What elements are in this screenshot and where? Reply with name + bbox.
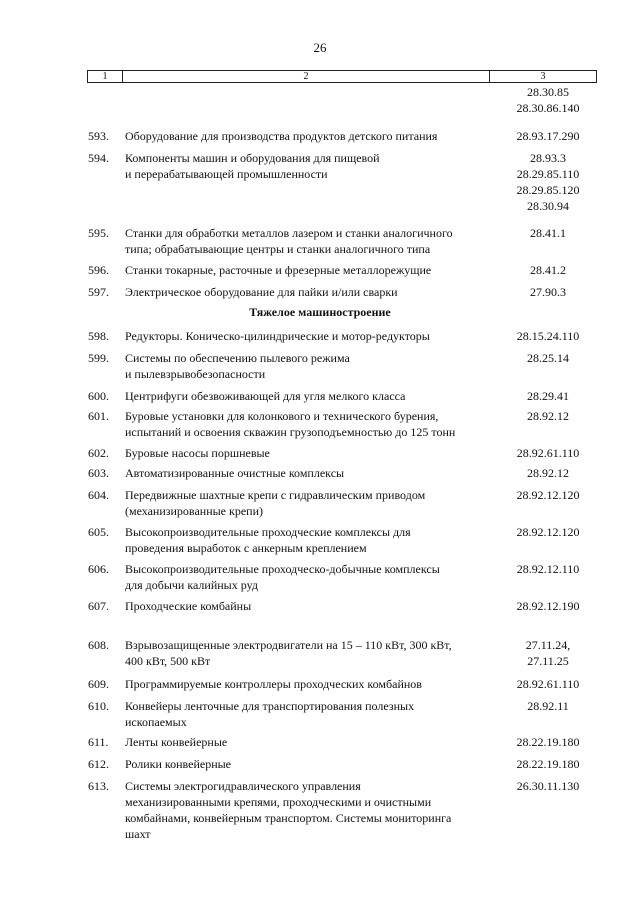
row-name-line: Центрифуги обезвоживающей для угля мелкого класса [125,389,406,403]
row-name-line: проведения выработок с анкерным креплением [125,541,367,555]
okpd-code: 28.25.14 [527,351,569,365]
row-number: 605. [88,525,109,539]
okpd-code: 28.92.12 [527,409,569,423]
header-col-3: 3 [490,71,597,83]
row-name [125,408,495,440]
row-name [125,734,495,750]
row-name [125,445,495,461]
row-name-line: Программируемые контроллеры проходческих комбайнов [125,677,422,691]
row-codes [498,465,598,481]
row-name-line: комбайнами, конвейерным транспортом. Системы мониторинга [125,811,452,825]
row-name-line: Автоматизированные очистные комплексы [125,466,345,480]
row-name [125,487,495,519]
row-number: 607. [88,599,109,613]
row-number: 604. [88,488,109,502]
row-name-line: Конвейеры ленточные для транспортирования полезных [125,699,415,713]
row-name-line: испытаний и освоения скважин грузоподъемностью до 125 тонн [125,425,456,439]
okpd-code: 28.29.85.120 [516,183,580,197]
okpd-code: 28.92.12 [527,466,569,480]
row-name [125,284,495,300]
okpd-code: 28.92.12.110 [516,562,580,576]
row-number: 601. [88,409,109,423]
row-name-line: Системы по обеспечению пылевого режима [125,351,350,365]
row-codes [498,388,598,404]
row-codes [498,262,598,278]
row-name-line: и перерабатывающей промышленности [125,167,328,181]
row-name [125,328,495,344]
row-number: 595. [88,226,109,240]
okpd-code: 28.93.3 [530,151,566,165]
okpd-code: 28.92.12.190 [516,599,580,613]
row-codes [498,408,598,424]
row-name-line: ископаемых [125,715,187,729]
row-name-line: Компоненты машин и оборудования для пищевой [125,151,380,165]
table-header [87,70,597,83]
row-name [125,778,495,842]
row-codes [498,128,598,144]
row-name-line: Высокопроизводительные проходческие комплексы для [125,525,411,539]
okpd-code: 28.15.24.110 [516,329,580,343]
row-name [125,524,495,556]
row-codes [498,524,598,540]
row-name [125,388,495,404]
row-name-line: шахт [125,827,151,841]
row-number: 597. [88,285,109,299]
row-codes [498,328,598,344]
row-codes [498,445,598,461]
row-name [125,350,495,382]
okpd-code: 28.92.61.110 [516,677,580,691]
row-name-line: для добычи калийных руд [125,578,258,592]
row-codes [498,598,598,614]
okpd-code: 28.30.94 [527,199,569,213]
row-number: 598. [88,329,109,343]
row-codes [498,225,598,241]
row-name-line: Взрывозащищенные электродвигатели на 15 – 110 кВт, 300 кВт, [125,638,452,652]
row-number: 593. [88,129,109,143]
header-col-2: 2 [123,71,490,83]
row-number: 600. [88,389,109,403]
row-name [125,150,495,182]
row-codes [498,561,598,577]
row-name [125,756,495,772]
row-number: 609. [88,677,109,691]
row-name [125,465,495,481]
row-codes [498,150,598,214]
row-number: 610. [88,699,109,713]
row-codes [498,350,598,366]
okpd-code: 28.22.19.180 [516,735,580,749]
row-name-line: Буровые насосы поршневые [125,446,270,460]
row-codes [498,756,598,772]
row-number: 596. [88,263,109,277]
row-name-line: Проходческие комбайны [125,599,252,613]
row-name-line: Передвижные шахтные крепи с гидравлическим приводом [125,488,426,502]
row-number: 603. [88,466,109,480]
row-name-line: Высокопроизводительные проходческо-добычные комплексы [125,562,440,576]
okpd-code: 28.22.19.180 [516,757,580,771]
okpd-code: 28.41.2 [530,263,566,277]
row-name-line: и пылевзрывобезопасности [125,367,266,381]
okpd-code: 28.92.11 [527,699,569,713]
row-name-line: Станки для обработки металлов лазером и станки аналогичного [125,226,453,240]
okpd-code: 28.92.12.120 [516,525,580,539]
row-name-line: Оборудование для производства продуктов детского питания [125,129,438,143]
header-col-1: 1 [88,71,123,83]
row-name [125,262,495,278]
row-name-line: механизированными крепями, проходческими и очистными [125,795,432,809]
row-number: 613. [88,779,109,793]
okpd-code: 28.30.85 [527,85,569,99]
okpd-code: 27.11.24, [525,638,571,652]
row-name-line: Системы электрогидравлического управления [125,779,361,793]
row-name-line: Электрическое оборудование для пайки и/или сварки [125,285,398,299]
row-number: 594. [88,151,109,165]
row-name [125,561,495,593]
okpd-code: 28.93.17.290 [516,129,580,143]
row-codes [498,778,598,794]
row-codes [498,734,598,750]
row-name [125,225,495,257]
row-name-line: Станки токарные, расточные и фрезерные металлорежущие [125,263,432,277]
row-name-line: Ролики конвейерные [125,757,232,771]
row-number: 599. [88,351,109,365]
row-name [125,676,495,692]
row-number: 602. [88,446,109,460]
okpd-code: 27.11.25 [527,654,569,668]
row-name [125,598,495,614]
row-name [125,128,495,144]
okpd-code: 28.29.85.110 [516,167,580,181]
row-name [125,637,495,669]
page-number: 26 [313,40,327,55]
row-number: 612. [88,757,109,771]
okpd-code: 28.92.61.110 [516,446,580,460]
okpd-code: 27.90.3 [530,285,566,299]
row-name-line: Редукторы. Коническо-цилиндрические и мотор-редукторы [125,329,430,343]
okpd-code: 28.29.41 [527,389,569,403]
row-name-line: (механизированные крепи) [125,504,263,518]
row-name-line: Ленты конвейерные [125,735,228,749]
okpd-code: 28.92.12.120 [516,488,580,502]
row-name [125,698,495,730]
row-name-line: Буровые установки для колонкового и технического бурения, [125,409,439,423]
okpd-code: 28.41.1 [530,226,566,240]
row-name-line: типа; обрабатывающие центры и станки аналогичного типа [125,242,431,256]
row-codes [498,676,598,692]
okpd-code: 28.30.86.140 [516,101,580,115]
row-number: 606. [88,562,109,576]
row-codes [498,284,598,300]
row-codes [498,698,598,714]
row-number: 608. [88,638,109,652]
row-number: 611. [88,735,109,749]
row-name-line: 400 кВт, 500 кВт [125,654,211,668]
row-codes [498,637,598,669]
section-title: Тяжелое машиностроение [249,305,391,319]
row-codes [498,487,598,503]
okpd-code: 26.30.11.130 [516,779,580,793]
